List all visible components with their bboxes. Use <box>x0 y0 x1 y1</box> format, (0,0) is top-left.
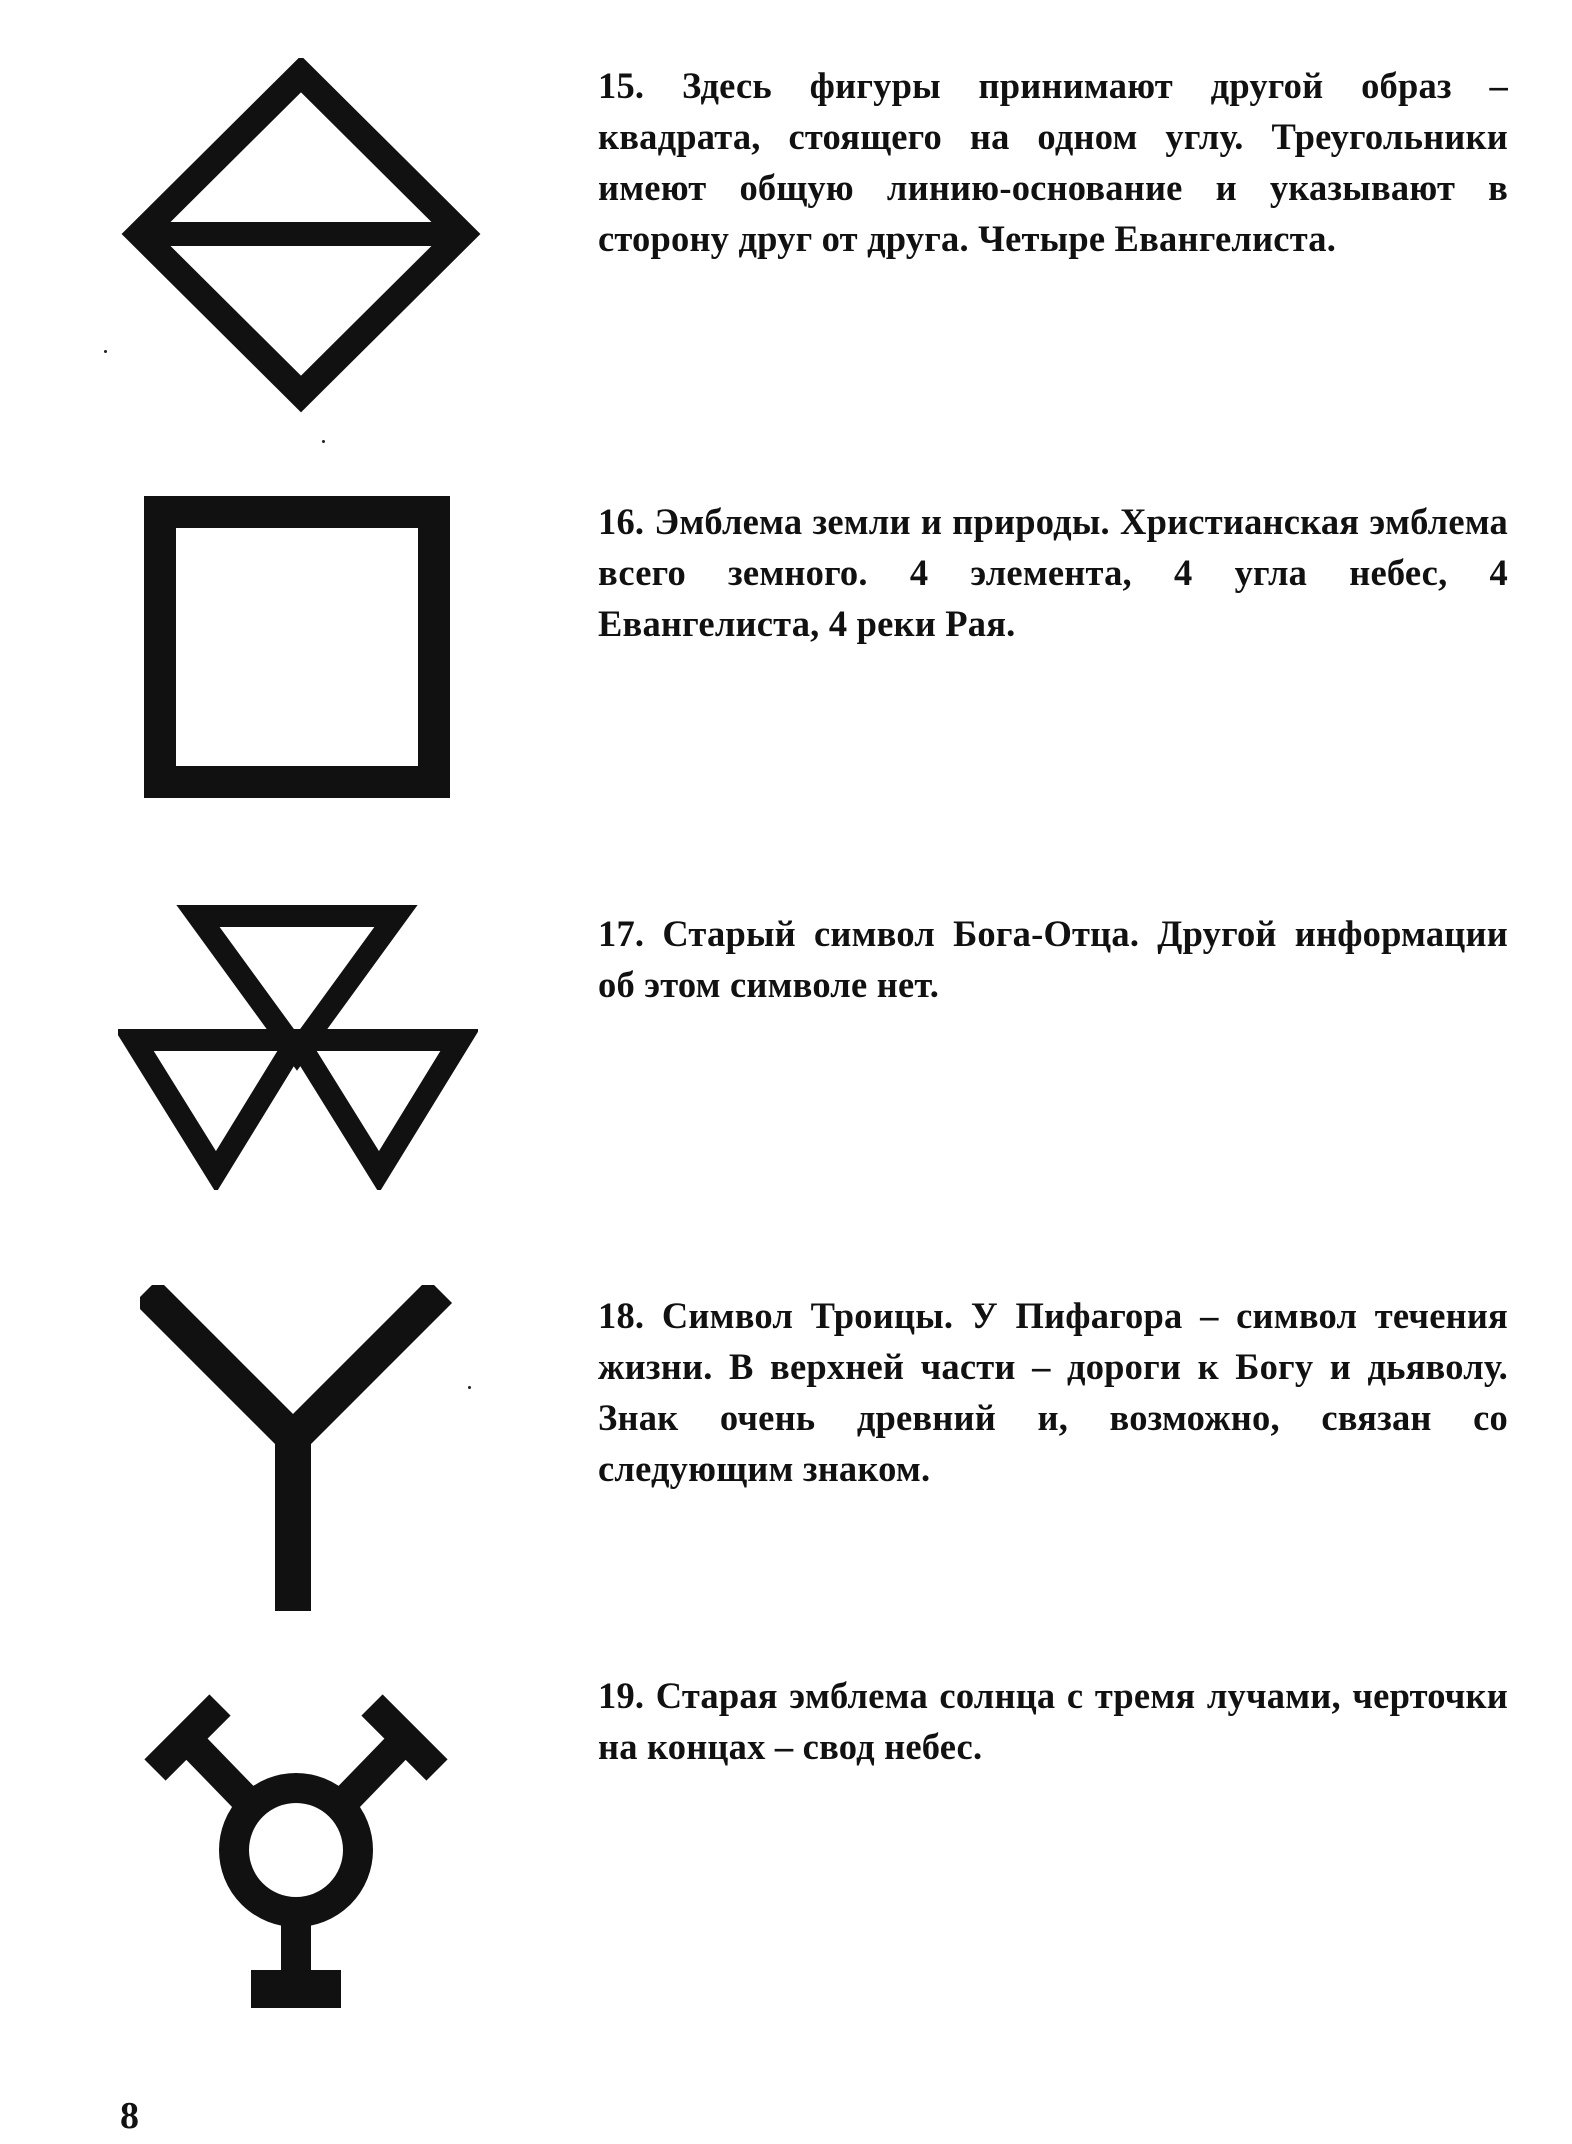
print-speck <box>104 350 107 353</box>
entry-15-text: 15. Здесь фигуры принимают другой образ – квадрата, стоящего на одном углу. Треугольники имеют общую линию-основание и указывают в сторону друг от друга. Четыре Евангелиста. <box>598 65 1508 259</box>
sun-three-rays-icon <box>120 1660 470 2020</box>
page-number: 8 <box>120 2095 139 2137</box>
square-icon <box>144 496 450 798</box>
diamond-divided-icon <box>118 58 488 418</box>
y-symbol-icon <box>140 1285 460 1625</box>
print-speck <box>322 440 325 443</box>
entry-19-text: 19. Старая эмблема солнца с тремя лучами, черточки на концах – свод небес. <box>598 1675 1508 1767</box>
entry-17-text: 17. Старый символ Бога-Отца. Другой информации об этом символе нет. <box>598 913 1508 1005</box>
print-speck <box>468 1386 471 1389</box>
three-triangles-icon <box>118 900 478 1190</box>
entry-18-text: 18. Символ Троицы. У Пифагора – символ течения жизни. В верхней части – дороги к Богу и дьяволу. Знак очень древний и, возможно, связан со следующим знаком. <box>598 1295 1508 1489</box>
entry-16-text: 16. Эмблема земли и природы. Христианская эмблема всего земного. 4 элемента, 4 угла небес, 4 Евангелиста, 4 реки Рая. <box>598 501 1508 644</box>
